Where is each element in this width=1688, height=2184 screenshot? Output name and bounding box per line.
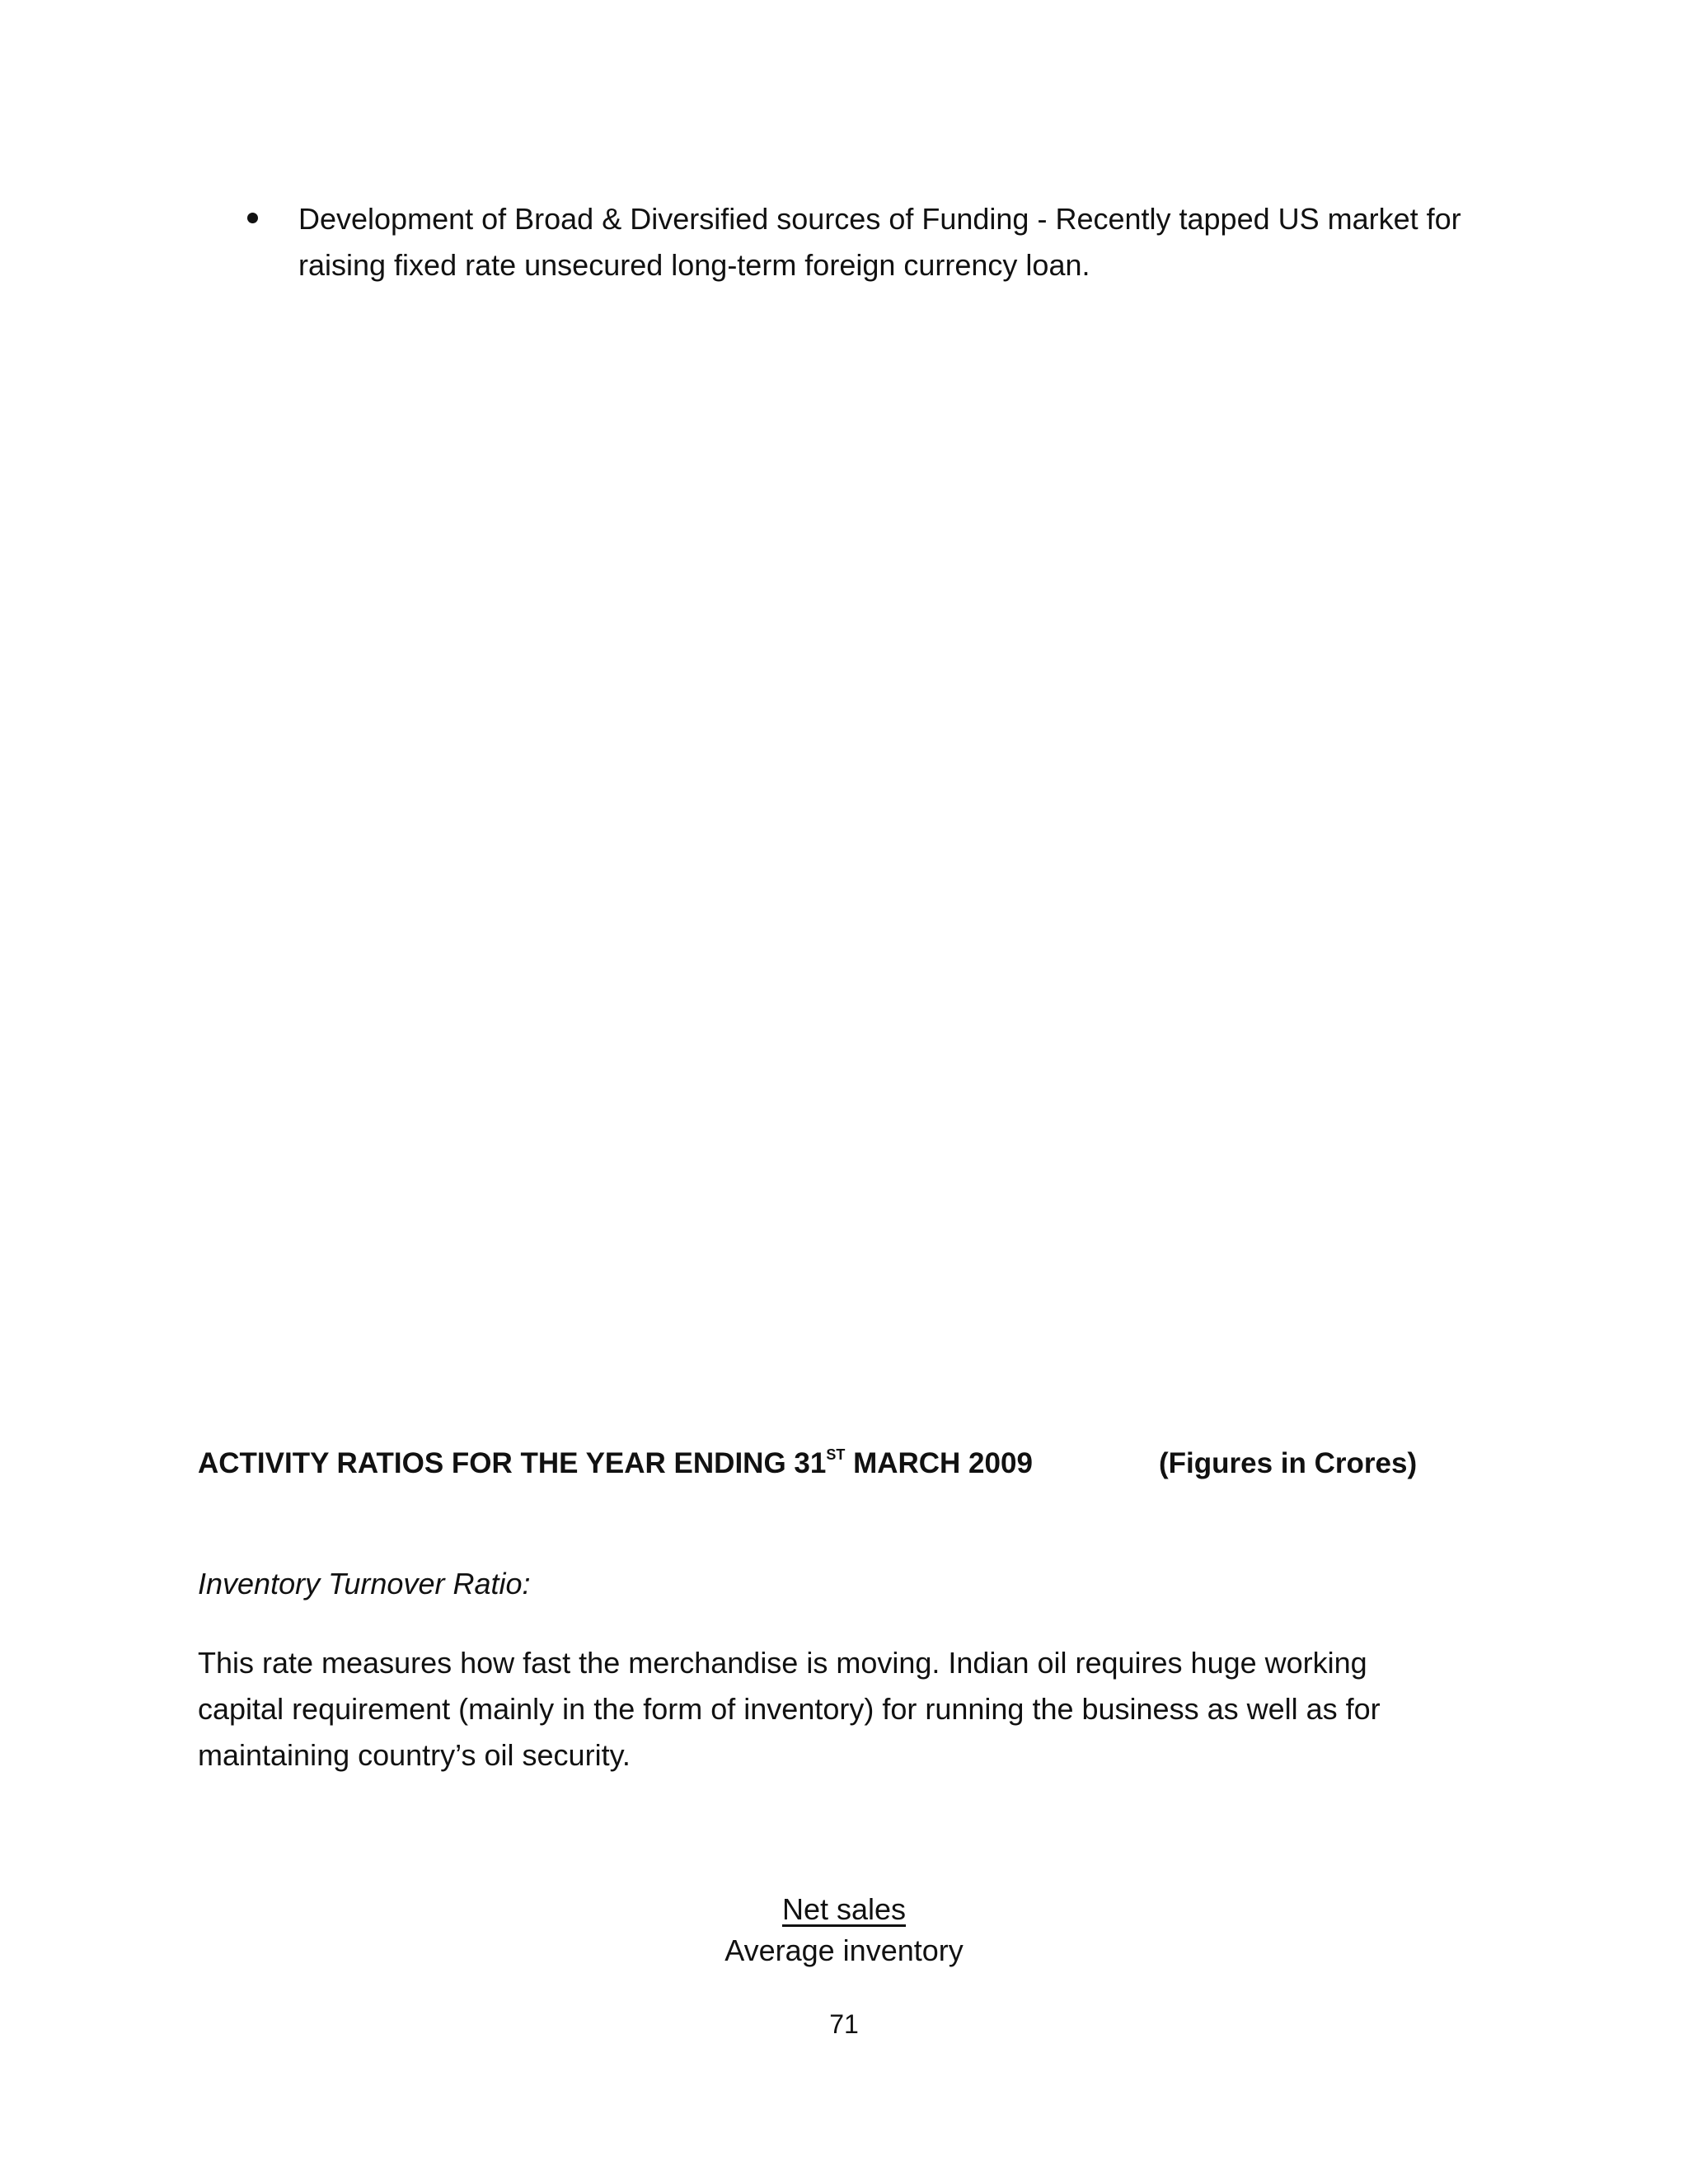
heading-superscript: ST	[826, 1446, 846, 1463]
subsection-title: Inventory Turnover Ratio:	[198, 1567, 531, 1601]
heading-title-part: MARCH 2009	[845, 1447, 1033, 1479]
page-number: 71	[829, 2009, 859, 2039]
ratio-formula	[0, 1889, 1688, 1971]
heading-units-note: (Figures in Crores)	[1159, 1447, 1418, 1479]
bullet-text: Development of Broad & Diversified sources of Funding - Recently tapped US market for raising fixed rate unsecured long-term foreign currency loan.	[298, 202, 1461, 282]
body-paragraph: This rate measures how fast the merchandise is moving. Indian oil requires huge working capital requirement (mainly in the form of inventory) for running the business as well as for maintaining country’s oil security.	[198, 1646, 1381, 1772]
section-heading	[198, 1441, 1484, 1487]
formula-numerator: Net sales	[781, 1892, 907, 1926]
heading-title	[198, 1441, 1033, 1487]
bullet-icon	[247, 213, 258, 223]
heading-title-part: ACTIVITY RATIOS FOR THE YEAR ENDING 31	[198, 1447, 827, 1479]
formula-denominator: Average inventory	[724, 1933, 964, 1967]
